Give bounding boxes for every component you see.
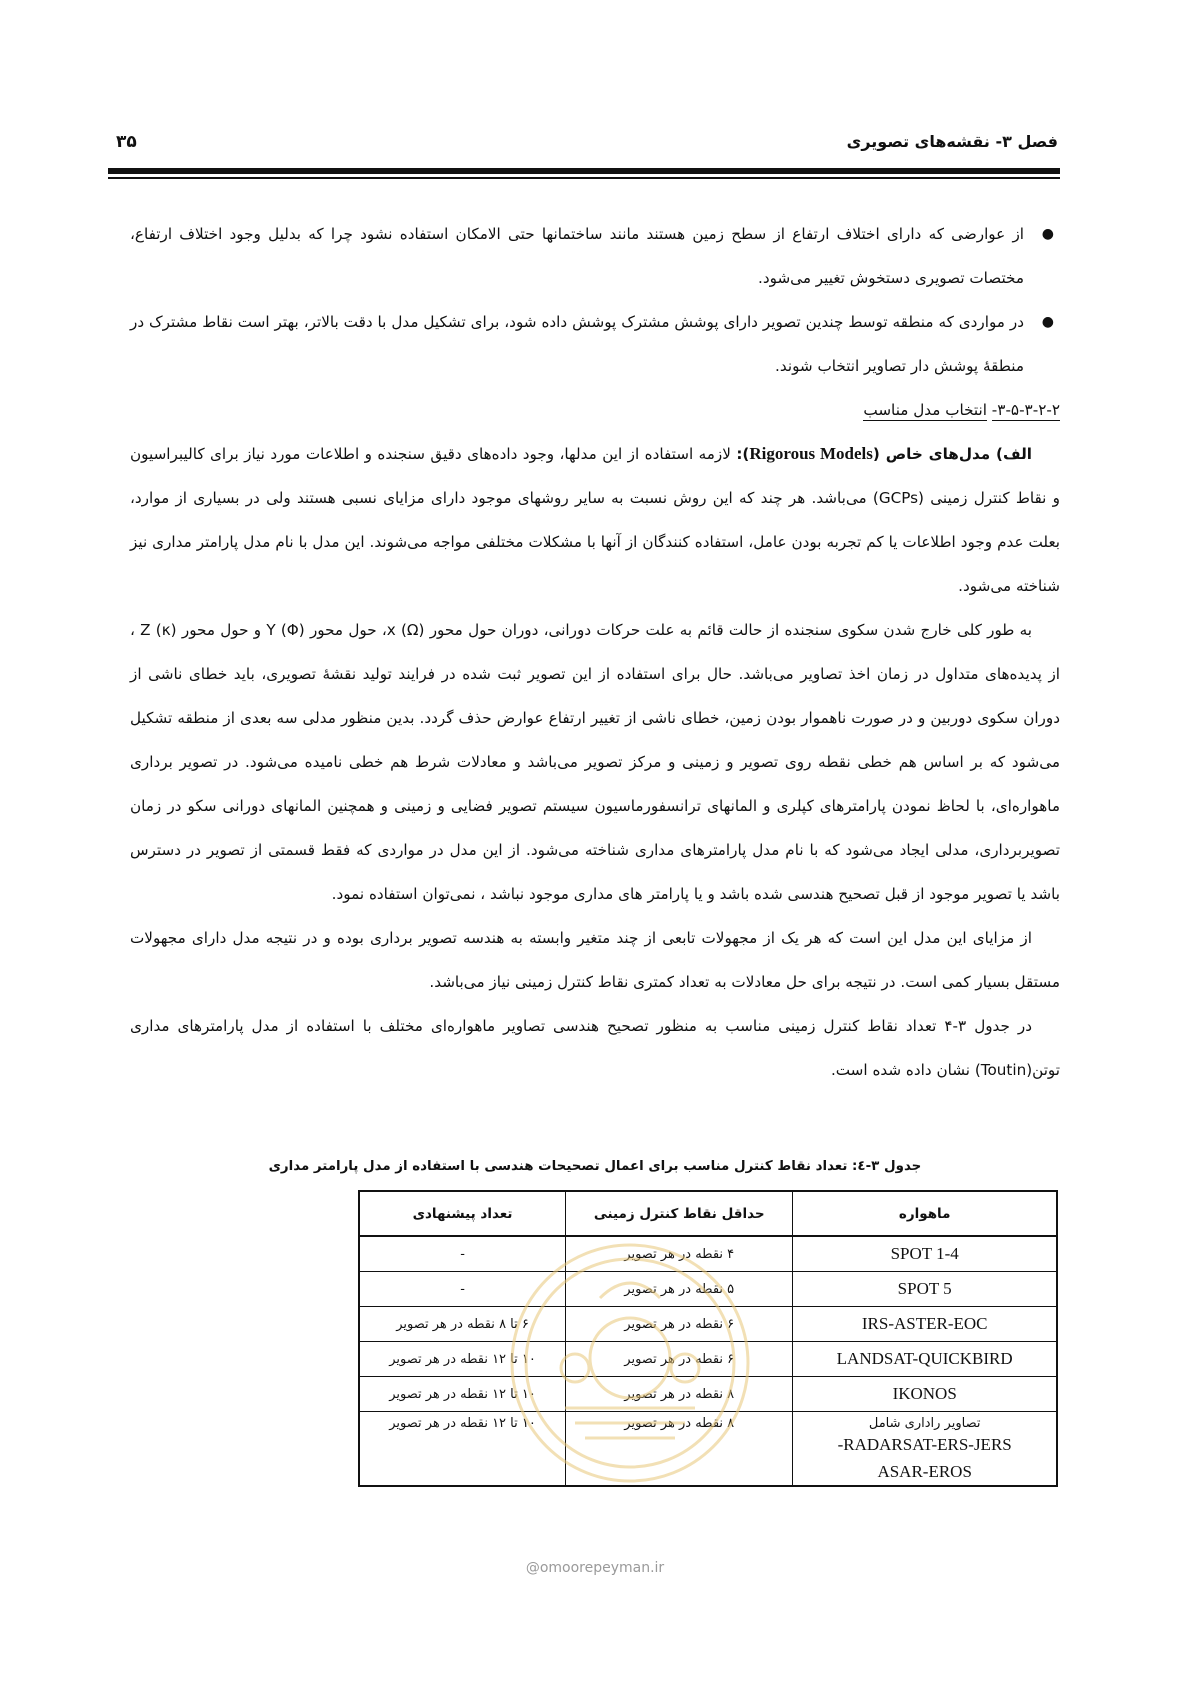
body-text	[130, 212, 1060, 1092]
header-min-gcp: حداقل نقاط کنترل زمینی	[566, 1191, 793, 1236]
bullet-dot-icon: ●	[1041, 226, 1054, 242]
cell-min: ۴ نقطه در هر تصویر	[566, 1236, 793, 1272]
paragraph-lead-latin: Rigorous Models	[749, 444, 873, 463]
watermark-seal-icon	[505, 1238, 755, 1488]
cell-satellite: LANDSAT-QUICKBIRD	[793, 1342, 1057, 1377]
cell-suggested: -	[359, 1272, 566, 1307]
chapter-title: فصل ۳- نقشه‌های تصویری	[846, 132, 1058, 151]
paragraph-text: لازمه استفاده از این مدلها، وجود داده‌های دقیق سنجنده و اطلاعات مورد نیاز برای کالیبراسیون و نقاط کنترل زمینی (GCPs) می‌باشد. هر چند که این روش نسبت به سایر روشهای موجود دارای مزایای نسبی هستند ولی در بسیاری از موارد، بعلت عدم وجود اطلاعات یا کم تجربه بودن عامل، استفاده کنندگان از آنها با مشکلات مختلفی مواجه می‌شوند. این مدل با نام مدل پارامتر مداری نیز شناخته می‌شود.	[130, 445, 1060, 595]
bullet-list	[130, 212, 1060, 388]
cell-min: ۶ نقطه در هر تصویر	[566, 1342, 793, 1377]
cell-satellite-radar	[793, 1412, 1057, 1487]
radar-label: تصاویر راداری شامل	[868, 1416, 981, 1431]
page-number: ۳۵	[116, 132, 137, 152]
cell-min: ۶ نقطه در هر تصویر	[566, 1307, 793, 1342]
paragraph-rotations: به طور کلی خارج شدن سکوی سنجنده از حالت قائم به علت حرکات دورانی، دوران حول محور x (Ω)، حول محور Y (Φ) و حول محور Z (κ) ، از پدیده‌های متداول در زمان اخذ تصاویر می‌باشد. حال برای استفاده از این تصویر ثبت شده در فرایند تولید نقشهٔ تصویری، باید خطای ناشی از دوران سکوی دوربین و در صورت ناهموار بودن زمین، خطای ناشی از تغییر ارتفاع عوارض حذف گردد. بدین منظور مدلی سه بعدی از منطقه تشکیل می‌شود که بر اساس هم خطی نقطه روی تصویر و زمینی و مرکز تصویر می‌باشد و معادلات شرط هم خطی نامیده می‌شود. در تصویر برداری ماهواره‌ای، با لحاظ نمودن پارامترهای کپلری و المانهای ترانسفورماسیون سیستم تصویر فضایی و زمینی و همچنین المانهای دورانی سکو در زمان تصویربرداری، مدلی ایجاد می‌شود که با نام مدل پارامترهای مداری شناخته می‌شود. از این مدل در مواردی که فقط قسمتی از تصویر در دسترس باشد یا تصویر موجود از قبل تصحیح هندسی شده باشد و یا پارامتر های مداری موجود نباشد ، نمی‌توان استفاده نمود.	[130, 621, 1060, 903]
cell-satellite: SPOT 5	[793, 1272, 1057, 1307]
cell-min: ۸ نقطه در هر تصویر	[566, 1377, 793, 1412]
cell-suggested: -	[359, 1236, 566, 1272]
paragraph-lead: الف) مدل‌های خاص (	[872, 445, 1032, 463]
section-title: انتخاب مدل مناسب	[863, 401, 987, 419]
header-suggested: تعداد پیشنهادی	[359, 1191, 566, 1236]
radar-sensors-line1: RADARSAT-ERS-JERS-	[837, 1435, 1012, 1454]
paragraph-advantages: از مزایای این مدل این است که هر یک از مجهولات تابعی از چند متغیر وابسته به هندسه تصویر برداری بوده و در نتیجه مدل دارای مجهولات مستقل بسیار کمی است. در نتیجه برای حل معادلات به تعداد کمتری نقاط کنترل زمینی نیاز می‌باشد.	[130, 929, 1060, 991]
cell-satellite: IKONOS	[793, 1377, 1057, 1412]
cell-suggested: ۱۰ تا ۱۲ نقطه در هر تصویر	[359, 1342, 566, 1377]
cell-satellite: IRS-ASTER-EOC	[793, 1307, 1057, 1342]
cell-suggested: ۶ تا ۸ نقطه در هر تصویر	[359, 1307, 566, 1342]
watermark-site: @omoorepeyman.ir	[525, 1560, 665, 1576]
cell-min: ۵ نقطه در هر تصویر	[566, 1272, 793, 1307]
table-caption: جدول ۳-٤: تعداد نقاط کنترل مناسب برای اعمال تصحیحات هندسی با استفاده از مدل پارامتر مداری	[268, 1159, 922, 1174]
section-number: ۳-۵-۳-۲-۲-	[991, 401, 1060, 419]
cell-satellite: SPOT 1-4	[793, 1236, 1057, 1272]
bullet-text: در مواردی که منطقه توسط چندین تصویر دارای پوشش مشترک پوشش داده شود، برای تشکیل مدل با دقت بالاتر، بهتر است نقاط مشترک در منطقهٔ پوشش دار تصاویر انتخاب شوند.	[130, 313, 1024, 375]
header-satellite: ماهواره	[793, 1191, 1057, 1236]
radar-sensors-line2: ASAR-EROS	[877, 1462, 972, 1481]
paragraph-rigorous-models	[130, 432, 1060, 608]
paragraph-lead-end: ):	[736, 445, 750, 463]
bullet-text: از عوارضی که دارای اختلاف ارتفاع از سطح زمین هستند مانند ساختمانها حتی الامکان استفاده نشود چرا که بدلیل وجود اختلاف ارتفاع، مختصات تصویری دستخوش تغییر می‌شود.	[130, 225, 1024, 287]
table-header-row	[359, 1191, 1057, 1236]
header-rule-thick	[108, 168, 1060, 174]
paragraph-table-intro: در جدول ۳-۴ تعداد نقاط کنترل زمینی مناسب به منظور تصحیح هندسی تصاویر ماهواره‌ای مختلف با استفاده از مدل پارامترهای مداری توتن(Toutin) نشان داده شده است.	[130, 1017, 1060, 1079]
bullet-item	[130, 300, 1060, 388]
header-rule-thin	[108, 177, 1060, 179]
cell-suggested: ۱۰ تا ۱۲ نقطه در هر تصویر	[359, 1377, 566, 1412]
cell-min: ۸ نقطه در هر تصویر	[566, 1412, 793, 1487]
bullet-item	[130, 212, 1060, 300]
page-header	[108, 120, 1058, 152]
bullet-dot-icon: ●	[1041, 314, 1054, 330]
cell-suggested: ۱۰ تا ۱۲ نقطه در هر تصویر	[359, 1412, 566, 1487]
section-heading	[130, 388, 1060, 432]
